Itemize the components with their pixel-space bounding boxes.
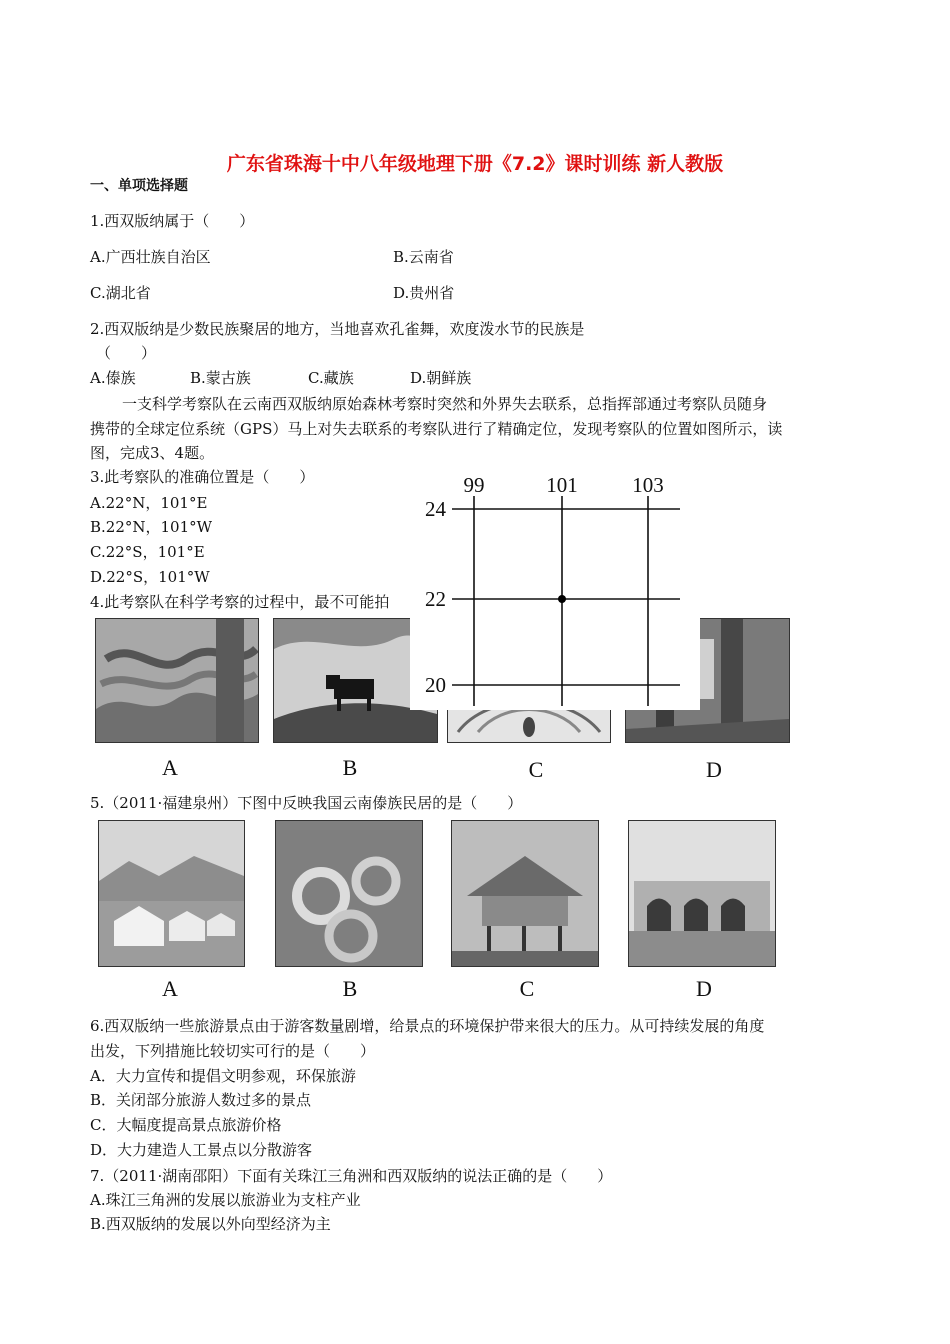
- q7-stem: 7.（2011·湖南邵阳）下面有关珠江三角洲和西双版纳的说法正确的是（ ）: [90, 1167, 613, 1185]
- q5-photo-b-tulou: [275, 820, 423, 967]
- q5-stem: 5.（2011·福建泉州）下图中反映我国云南傣族民居的是（ ）: [90, 794, 523, 812]
- q3-option-d: D.22°S，101°W: [90, 568, 210, 586]
- q6-stem-line-1: 6.西双版纳一些旅游景点由于游客数量剧增，给景点的环境保护带来很大的压力。从可持续发展的角度: [90, 1017, 765, 1035]
- q5-photo-c-dai-stilt-house: [451, 820, 599, 967]
- longitude-label: 99: [463, 473, 485, 497]
- q2-option-b: B.蒙古族: [190, 369, 251, 387]
- q4-label-a: A: [162, 755, 178, 780]
- q5-label-b: B: [342, 976, 358, 1001]
- passage-line-3: 图，完成3、4题。: [90, 444, 215, 462]
- q4-photo-a-tree-roots: [95, 618, 259, 743]
- q6-option-c: C．大幅度提高景点旅游价格: [90, 1116, 282, 1134]
- q5-label-c: C: [519, 976, 535, 1001]
- q1-stem: 1.西双版纳属于（ ）: [90, 212, 255, 230]
- q6-option-a: A．大力宣传和提倡文明参观，环保旅游: [90, 1067, 356, 1085]
- q2-paren: （ ）: [96, 344, 157, 362]
- gps-grid-diagram: [410, 470, 700, 710]
- q3-stem: 3.此考察队的准确位置是（ ）: [90, 468, 315, 486]
- latitude-label: 24: [425, 497, 446, 521]
- q2-option-d: D.朝鲜族: [410, 369, 472, 387]
- q4-stem: 4.此考察队在科学考察的过程中，最不可能拍: [90, 593, 390, 611]
- q1-option-c: C.湖北省: [90, 284, 151, 302]
- q6-stem-line-2: 出发，下列措施比较切实可行的是（ ）: [90, 1042, 376, 1060]
- q1-option-d: D.贵州省: [393, 284, 455, 302]
- latitude-label: 20: [425, 673, 446, 697]
- q1-option-b: B.云南省: [393, 248, 454, 266]
- q6-option-b: B．关闭部分旅游人数过多的景点: [90, 1091, 312, 1109]
- q4-label-d: D: [706, 757, 722, 782]
- document-title: 广东省珠海十中八年级地理下册《7.2》课时训练 新人教版: [226, 153, 724, 175]
- longitude-label: 101: [546, 473, 578, 497]
- q5-label-d: D: [696, 976, 712, 1001]
- expedition-position-dot: [558, 595, 566, 603]
- section-heading: 一、单项选择题: [90, 178, 188, 194]
- q4-label-b: B: [342, 755, 358, 780]
- q5-photo-d-cave-dwelling: [628, 820, 776, 967]
- q2-option-a: A.傣族: [90, 369, 136, 387]
- q7-option-b: B.西双版纳的发展以外向型经济为主: [90, 1215, 331, 1233]
- q6-option-d: D．大力建造人工景点以分散游客: [90, 1141, 313, 1159]
- passage-line-2: 携带的全球定位系统（GPS）马上对失去联系的考察队进行了精确定位，发现考察队的位置如图所示，读: [90, 420, 783, 438]
- q1-option-a: A.广西壮族自治区: [90, 248, 211, 266]
- q4-label-c: C: [528, 757, 544, 782]
- q5-label-a: A: [162, 976, 178, 1001]
- latitude-label: 22: [425, 587, 446, 611]
- q3-option-a: A.22°N，101°E: [90, 494, 208, 512]
- q3-option-c: C.22°S，101°E: [90, 543, 205, 561]
- longitude-label: 103: [632, 473, 664, 497]
- q5-photo-a-yurts: [98, 820, 245, 967]
- q2-stem: 2.西双版纳是少数民族聚居的地方，当地喜欢孔雀舞，欢度泼水节的民族是: [90, 320, 585, 338]
- q3-option-b: B.22°N，101°W: [90, 518, 213, 536]
- passage-line-1: 一支科学考察队在云南西双版纳原始森林考察时突然和外界失去联系，总指挥部通过考察队员随身: [122, 395, 768, 413]
- q7-option-a: A.珠江三角洲的发展以旅游业为支柱产业: [90, 1191, 361, 1209]
- q2-option-c: C.藏族: [308, 369, 354, 387]
